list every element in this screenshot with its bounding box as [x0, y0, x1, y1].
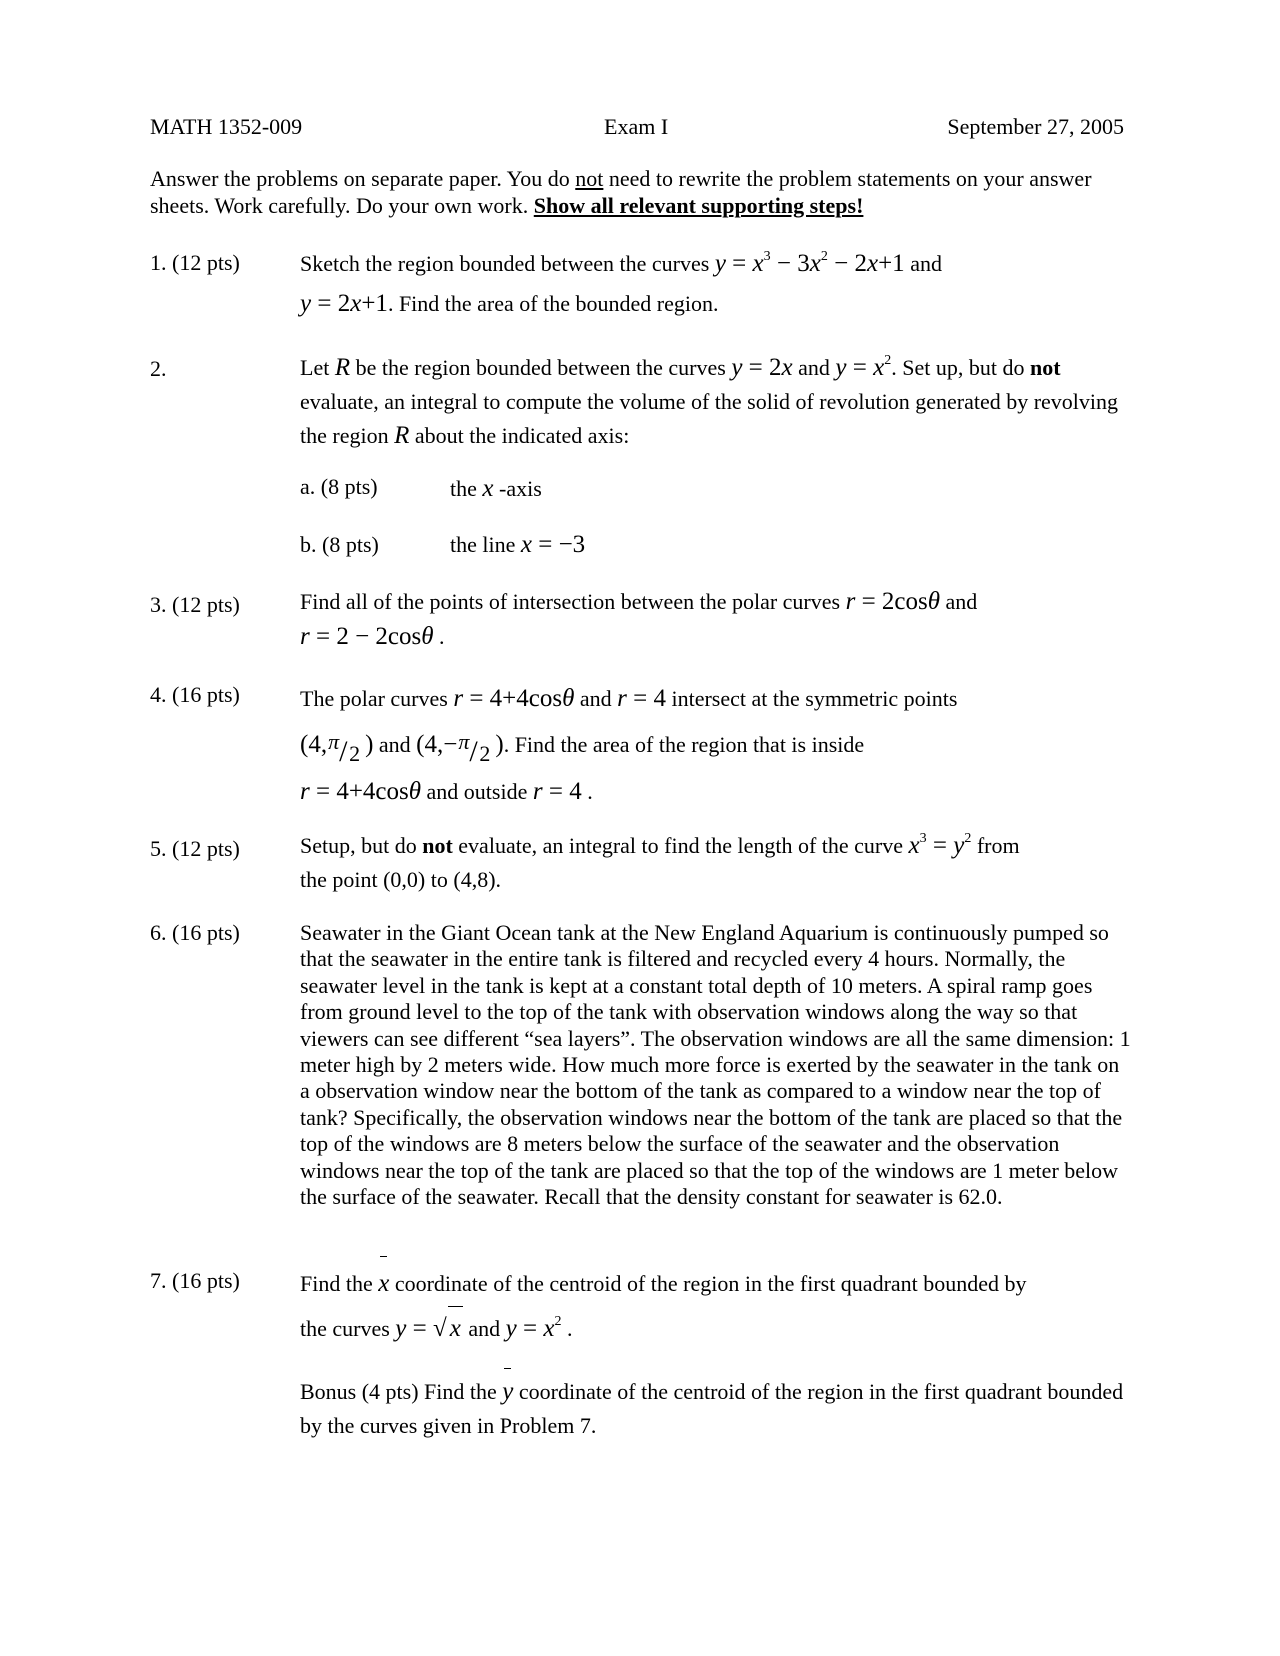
instructions-emphasis: Show all relevant supporting steps! — [533, 192, 864, 218]
problem-7-label: 7. (16 pts) — [150, 1268, 240, 1293]
problem-5-body: Setup, but do not evaluate, an integral to find the length of the curve $x^3 = y^2$ from the point (0,0) to (4,8). — [300, 831, 1020, 893]
problem-3-body: Find all of the points of intersection between the polar curves r = 2cosθ and r = 2 − 2cosθ . — [300, 588, 978, 650]
problem-6-label: 6. (16 pts) — [150, 920, 240, 945]
problem-4-label: 4. (16 pts) — [150, 682, 240, 707]
problem-2a-text: the x -axis — [450, 475, 542, 502]
problem-5-label: 5. (12 pts) — [150, 836, 240, 861]
instructions: Answer the problems on separate paper. You do not need to rewrite the problem statements on your answer sheets. Work carefully. Do your own work. Show all relevant supporting steps! — [150, 166, 1092, 218]
exam-date: September 27, 2005 — [947, 114, 1124, 139]
exam-title: Exam I — [604, 114, 669, 139]
math-cubic: $y = x^3 - 3x^2 - 2x+1$ — [714, 249, 905, 277]
instructions-not: not — [575, 166, 604, 191]
math-line: y = 2x+1 — [300, 290, 388, 317]
problem-2b-text: the line x = −3 — [450, 531, 586, 558]
problem-2b-label: b. (8 pts) — [300, 532, 379, 557]
problem-1-body: Sketch the region bounded between the curves $y = x^3 - 3x^2 - 2x+1$ and y = 2x+1. Find the area of the bounded region. — [300, 249, 942, 317]
bonus-problem: Bonus (4 pts) Find the y coordinate of the centroid of the region in the first quadrant bounded by the curves given in Problem 7. — [300, 1374, 1130, 1442]
problem-3-label: 3. (12 pts) — [150, 592, 240, 617]
course-code: MATH 1352-009 — [150, 114, 303, 139]
problem-2-body: Let R be the region bounded between the curves y = 2x and $y = x^2$. Set up, but do not evaluate, an integral to compute the volume of the solid of revolution generated by revolving the region R about the indicated axis: — [300, 353, 1119, 450]
problem-7-body: Find the x coordinate of the centroid of the region in the first quadrant bounded by the curves y = √ x and $y = x^2$ . — [300, 1262, 1130, 1351]
problem-2a-label: a. (8 pts) — [300, 474, 378, 499]
math-R: R — [334, 354, 351, 381]
problem-1-label: 1. (12 pts) — [150, 250, 240, 275]
problem-4-body: The polar curves r = 4+4cosθ and r = 4 intersect at the symmetric points (4, π / 2 ) and (4,− π / 2 ). Find the area of the region that is inside r = 4+4cosθ and outside r = 4 . — [300, 685, 958, 805]
problem-6-body: Seawater in the Giant Ocean tank at the New England Aquarium is continuously pumped so that the seawater in the entire tank is filtered and recycled every 4 hours. Normally, the seawater level in the tank is kept at a constant total depth of 10 meters. A spiral ramp goes from ground level to the top of the tank with observation windows along the way so that viewers can see different “sea layers”. The observation windows are all the same dimension: 1 meter high by 2 meters wide. How much more force is exerted by the seawater in the tank on a observation window near the bottom of the tank as compared to a window near the top of tank? Specifically, the observation windows near the bottom of the tank are placed so that the top of the windows are 8 meters below the surface of the seawater and the observation windows near the top of the tank are placed so that the top of the windows are 1 meter below the surface of the seawater. Recall that the density constant for seawater is 62.0. — [300, 920, 1131, 1209]
problem-2-label: 2. — [150, 356, 167, 381]
